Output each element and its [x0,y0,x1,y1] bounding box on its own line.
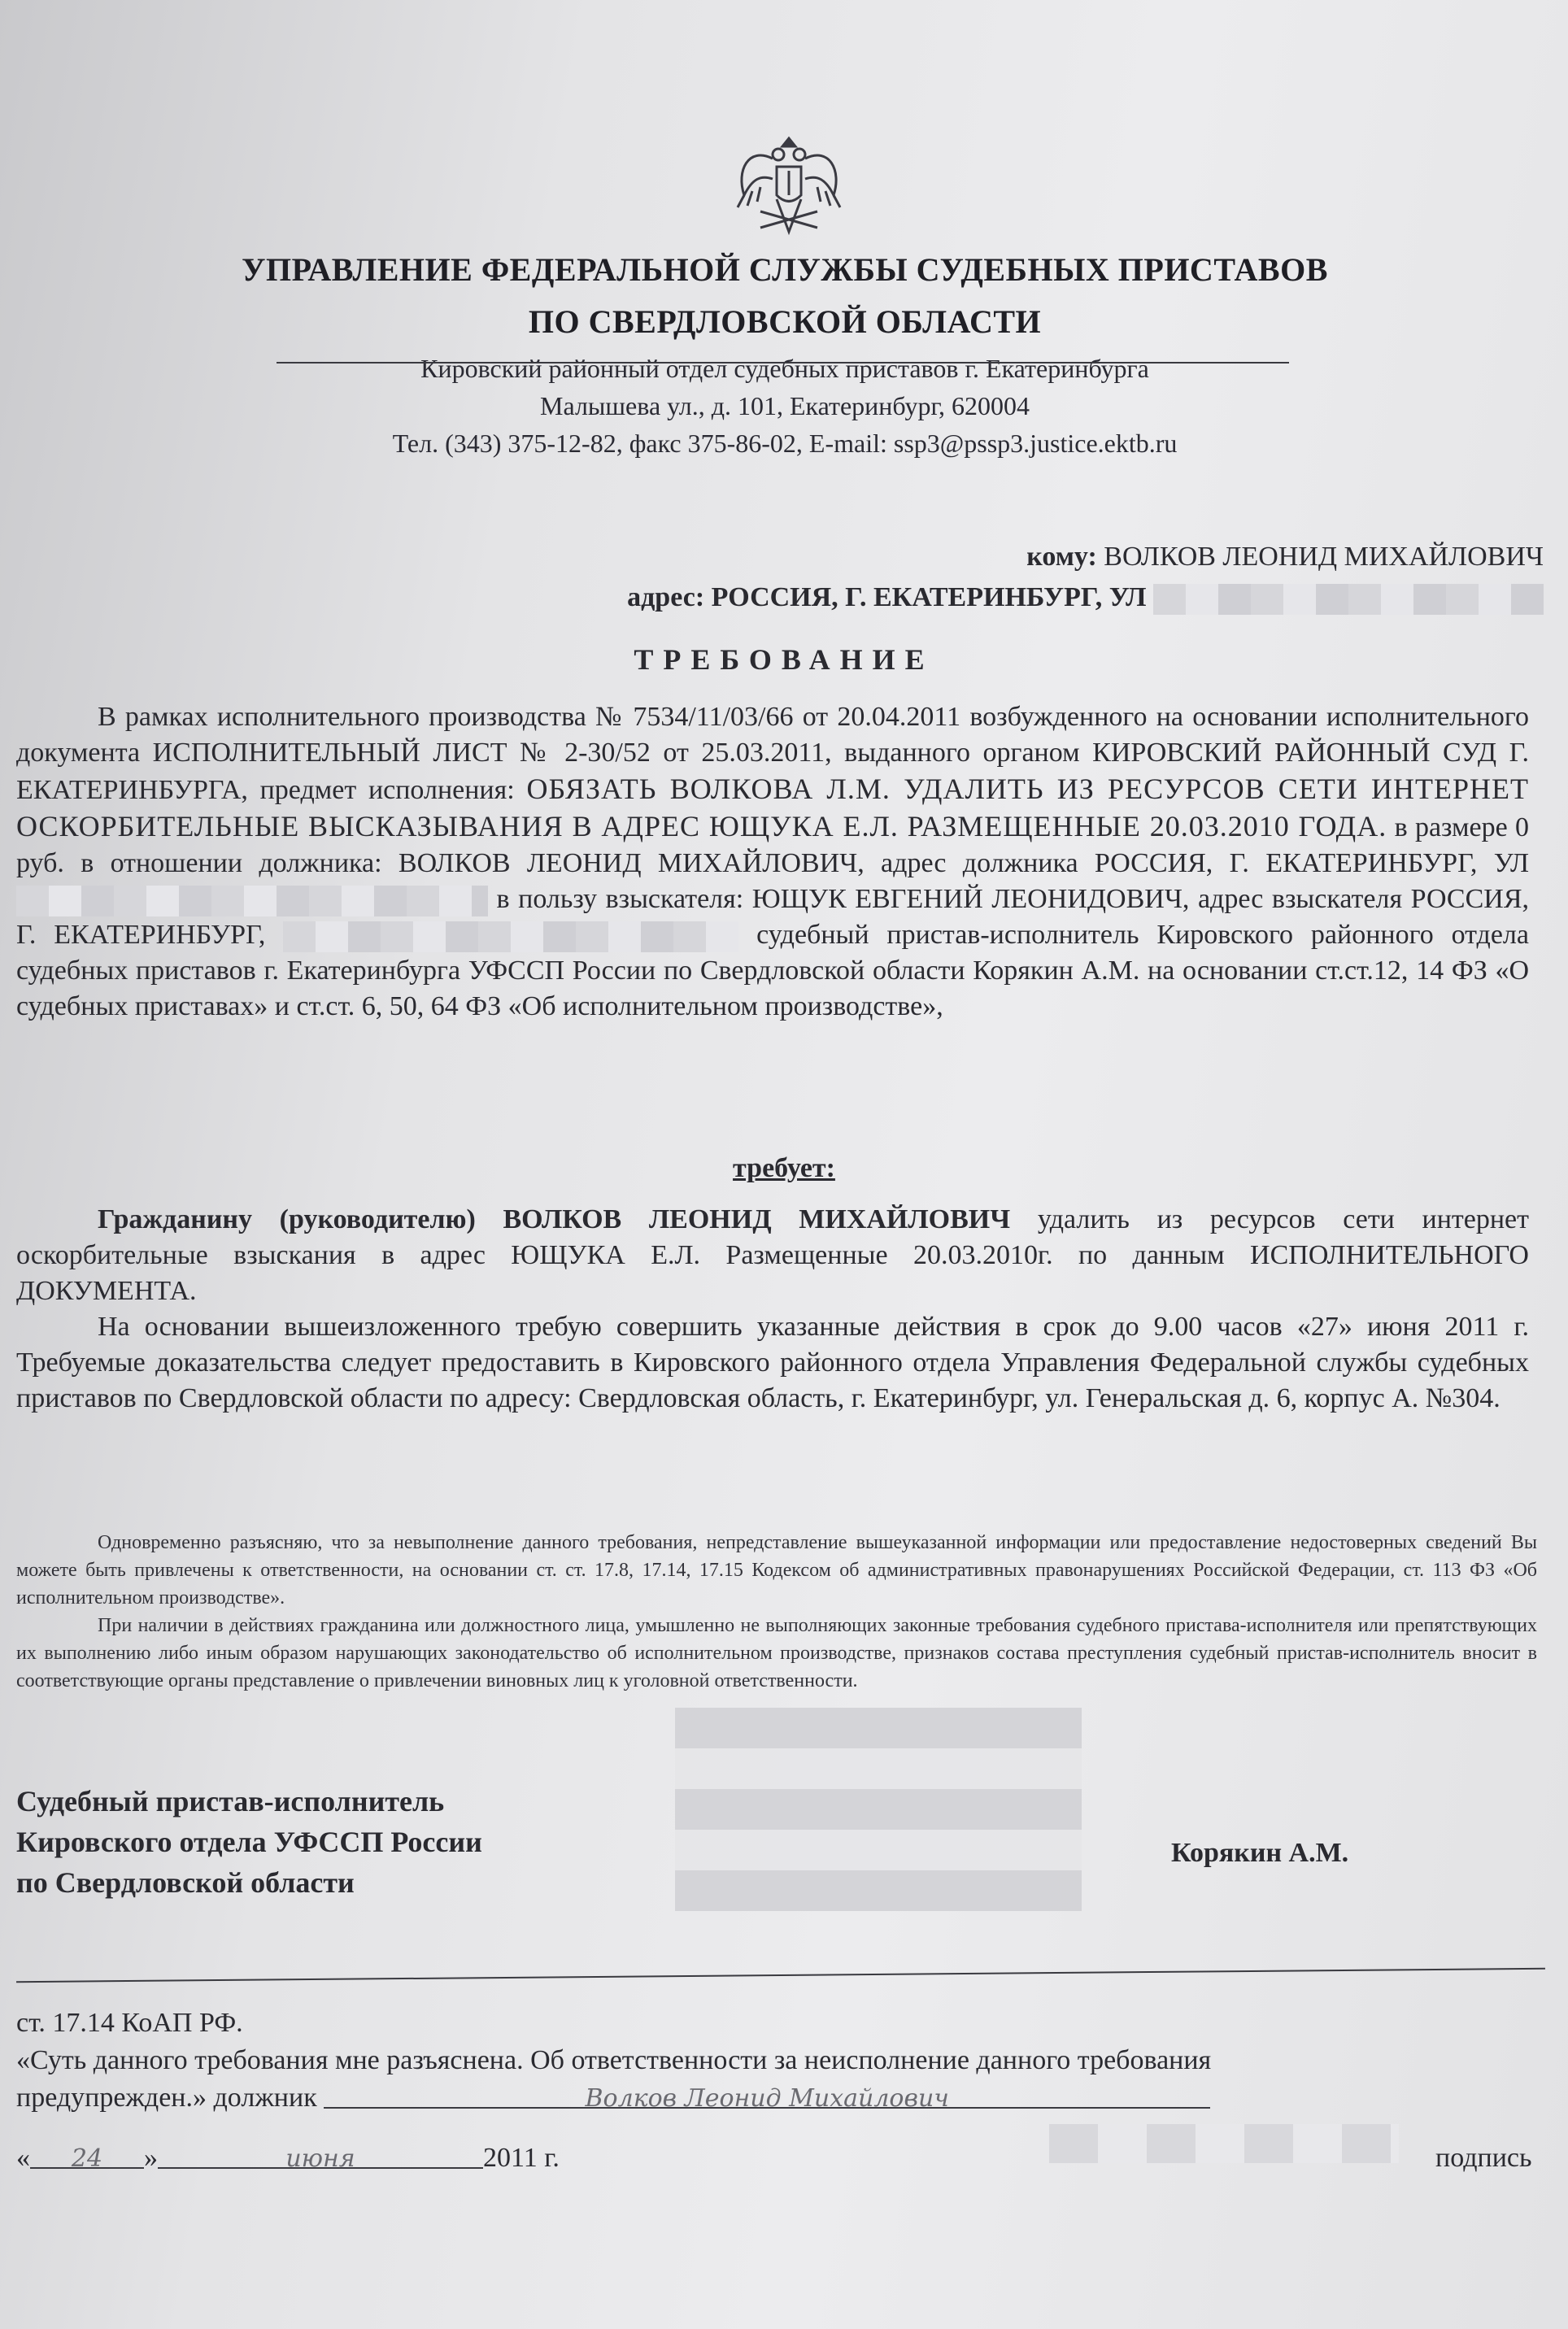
p1-bailiff: судебный пристав-исполнитель Кировского районного отдела судебных приставов г. Екатеринбурга УФССП России по Свердловской области Корякин А.М. на основании ст.ст.12, 14 ФЗ «О судебных приставах» и ст.ст. 6, 50, 64 ФЗ «Об исполнительном производстве», [16,920,1529,1021]
signatory-name: Корякин А.М. [1171,1838,1349,1868]
signatory-line3: по Свердловской области [16,1866,355,1899]
redacted-claimant-address [283,921,738,952]
date-month-line [158,2140,483,2173]
agency-line1: УПРАВЛЕНИЕ ФЕДЕРАЛЬНОЙ СЛУЖБЫ СУДЕБНЫХ ПРИСТАВОВ [242,251,1328,288]
agency-heading [171,244,1399,348]
redacted-address [1153,584,1544,615]
signatory-title [16,1781,482,1903]
addr-value: РОССИЯ, Г. ЕКАТЕРИНБУРГ, УЛ [711,582,1147,612]
footer-divider [16,1968,1545,1983]
double-headed-eagle-emblem-icon [728,122,850,244]
department-name: Кировский районный отдел судебных приставов г. Екатеринбурга [420,354,1149,383]
to-name: ВОЛКОВ ЛЕОНИД МИХАЙЛОВИЧ [1104,542,1544,572]
debtor-signature-line [324,2079,1210,2113]
p1-claimant: в пользу взыскателя: ЮЩУК ЕВГЕНИЙ ЛЕОНИДОВИЧ, адрес взыскателя РОССИЯ, Г. ЕКАТЕРИНБУРГ, [16,884,1529,950]
signature-label: подпись [1435,2143,1532,2173]
date-year: 2011 г. [483,2143,560,2173]
department-address: Малышева ул., д. 101, Екатеринбург, 620004 [540,391,1030,420]
addr-label: адрес: [627,582,705,612]
redacted-debtor-signature [1049,2124,1399,2163]
notice-block [16,1529,1537,1695]
date-day-line [30,2140,144,2173]
debtor-label: предупрежден.» должник [16,2083,317,2113]
order-lead: Гражданину (руководителю) ВОЛКОВ ЛЕОНИД МИХАЙЛОВИЧ [98,1204,1011,1234]
date-quote-close: » [144,2143,158,2173]
department-contacts: Тел. (343) 375-12-82, факс 375-86-02, E-mail: ssp3@pssp3.justice.ektb.ru [392,429,1178,458]
p1-subject: ОБЯЗАТЬ ВОЛКОВА Л.М. УДАЛИТЬ ИЗ РЕСУРСОВ СЕТИ ИНТЕРНЕТ ОСКОРБИТЕЛЬНЫЕ ВЫСКАЗЫВАНИЯ В АДРЕС ЮЩУКА Е.Л. РАЗМЕЩЕННЫЕ 20.03.2010 ГОДА. [16,773,1530,842]
order-paragraphs [16,1202,1529,1417]
koap-reference: ст. 17.14 КоАП РФ. [16,2008,243,2038]
order-text: удалить из ресурсов сети интернет оскорбительные взыскания в адрес ЮЩУКА Е.Л. Размещенные 20.03.2010г. по данным ИСПОЛНИТЕЛЬНОГО ДОКУМЕНТА. [16,1204,1530,1306]
recipient-block [627,537,1544,618]
date-day: 24 [71,2144,103,2173]
notice-criminal: При наличии в действиях гражданина или должностного лица, умышленно не выполняющих законные требования судебного пристава-исполнителя или препятствующих их выполнению либо иным образом нарушающих законодательство об исполнительном производстве, признаков состава преступления судебный пристав-исполнитель вносит в соответствующие органы представление о привлечении виновных лиц к уголовной ответственности. [16,1615,1537,1691]
date-quote-open: « [16,2143,30,2173]
redacted-debtor-address [16,886,488,916]
date-month: июня [285,2144,355,2173]
signatory-line2: Кировского отдела УФССП России [16,1826,482,1858]
demand-heading: требует: [733,1153,835,1183]
acknowledgement-text: «Суть данного требования мне разъяснена. Об ответственности за неисполнение данного требования [16,2045,1212,2075]
debtor-handwritten-name: Волков Леонид Михайлович [585,2084,949,2113]
to-label: кому: [1026,542,1097,572]
signatory-line1: Судебный пристав-исполнитель [16,1785,445,1817]
notice-liability: Одновременно разъясняю, что за невыполнение данного требования, непредставление вышеуказанной информации или предоставление недостоверных сведений Вы можете быть привлечены к ответственности, на основании ст. ст. 17.8, 17.14, 17.15 Кодексом об административных правонарушениях Российской Федерации, ст. 113 ФЗ «Об исполнительном производстве». [16,1532,1537,1609]
agency-line2: ПО СВЕРДЛОВСКОЙ ОБЛАСТИ [528,303,1042,340]
department-block [244,350,1326,462]
document-title: ТРЕБОВАНИЕ [634,643,934,676]
redacted-signature [675,1708,1082,1911]
main-paragraph [16,699,1529,1025]
p1-intro: В рамках исполнительного производства № 7534/11/03/66 от 20.04.2011 возбужденного на основании исполнительного документа ИСПОЛНИТЕЛЬНЫЙ ЛИСТ № 2-30/52 от 25.03.2011, выданного органом КИРОВСКИЙ РАЙОННЫЙ СУД Г. ЕКАТЕРИНБУРГА, предмет исполнения: [16,702,1529,805]
header-divider [277,362,1289,363]
p1-debtor: в размере 0 руб. в отношении должника: ВОЛКОВ ЛЕОНИД МИХАЙЛОВИЧ, адрес должника РОССИЯ, Г. ЕКАТЕРИНБУРГ, УЛ [16,812,1530,878]
deadline-paragraph: На основании вышеизложенного требую совершить указанные действия в срок до 9.00 часов «27» июня 2011 г. Требуемые доказательства следует предоставить в Кировского районного отдела Управления Федеральной службы судебных приставов по Свердловской области по адресу: Свердловская область, г. Екатеринбург, ул. Генеральская д. 6, корпус А. №304. [16,1312,1529,1413]
